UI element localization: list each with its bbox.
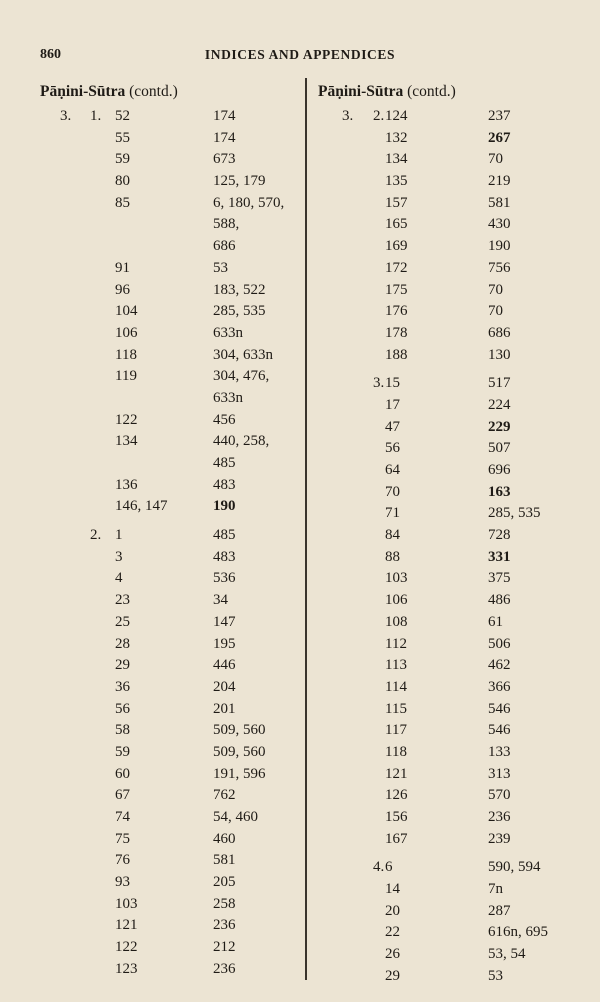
index-row — [40, 410, 302, 432]
page-references: 460 — [213, 830, 236, 847]
sutra-number: 6 — [385, 859, 393, 876]
index-row — [40, 829, 302, 851]
index-row — [318, 944, 580, 966]
index-row — [318, 503, 580, 525]
left-index-column — [40, 82, 302, 981]
sutra-number: 103 — [115, 895, 138, 912]
sutra-number: 56 — [385, 440, 400, 457]
sutra-number: 167 — [385, 830, 408, 847]
index-row — [40, 612, 302, 634]
page-references: 633n — [213, 324, 243, 341]
index-row — [40, 106, 302, 128]
page-references: 6, 180, 570, — [213, 194, 285, 211]
sutra-number: 76 — [115, 852, 130, 869]
page-references: 616n, 695 — [488, 924, 548, 941]
page-references: 174 — [213, 129, 236, 146]
left-column-title-suffix: (contd.) — [129, 83, 178, 100]
right-column-title-suffix: (contd.) — [407, 83, 456, 100]
sutra-number: 135 — [385, 173, 408, 190]
page-references: 53 — [488, 967, 503, 984]
index-row — [318, 460, 580, 482]
index-row — [318, 612, 580, 634]
page-references: 191, 596 — [213, 765, 266, 782]
page-references: 61 — [488, 613, 503, 630]
sutra-number: 56 — [115, 700, 130, 717]
page-references: 536 — [213, 570, 236, 587]
page-references: 236 — [213, 917, 236, 934]
sutra-number: 132 — [385, 129, 408, 146]
sutra-number: 20 — [385, 902, 400, 919]
page-references: 130 — [488, 346, 511, 363]
page-references: 258 — [213, 895, 236, 912]
index-row — [40, 568, 302, 590]
sutra-number: 123 — [115, 960, 138, 977]
column-divider — [305, 78, 307, 980]
sutra-number: 25 — [115, 613, 130, 630]
page-references: 53 — [213, 259, 228, 276]
sutra-number: 136 — [115, 476, 138, 493]
sutra-number: 75 — [115, 830, 130, 847]
index-row — [40, 525, 302, 547]
page-references: 506 — [488, 635, 511, 652]
sutra-number: 93 — [115, 874, 130, 891]
index-row — [40, 677, 302, 699]
index-row — [318, 395, 580, 417]
sutra-number: 121 — [385, 765, 408, 782]
sutra-number: 126 — [385, 787, 408, 804]
index-row — [40, 323, 302, 345]
index-row — [40, 345, 302, 367]
index-row — [318, 482, 580, 504]
page-references: 507 — [488, 440, 511, 457]
sutra-number: 1 — [115, 527, 123, 544]
index-row — [40, 742, 302, 764]
page-references: 633n — [213, 389, 243, 406]
page-references: 509, 560 — [213, 743, 266, 760]
sutra-number: 47 — [385, 418, 400, 435]
index-row — [40, 547, 302, 569]
index-row — [318, 829, 580, 851]
sutra-number: 28 — [115, 635, 130, 652]
index-row — [318, 438, 580, 460]
right-column-title-text: Pāṇini-Sūtra — [318, 83, 404, 100]
page-references: 285, 535 — [488, 505, 541, 522]
pada-number: 4. — [373, 859, 385, 876]
page-references: 287 — [488, 902, 511, 919]
index-row — [40, 720, 302, 742]
index-row — [318, 699, 580, 721]
index-row — [40, 171, 302, 193]
page-references: 224 — [488, 396, 511, 413]
page-references: 34 — [213, 592, 228, 609]
page-references: 762 — [213, 787, 236, 804]
sutra-number: 3 — [115, 548, 123, 565]
page-references: 673 — [213, 151, 236, 168]
sutra-number: 29 — [115, 657, 130, 674]
page-references: 331 — [488, 548, 511, 565]
page-references: 546 — [488, 700, 511, 717]
page-references: 304, 476, — [213, 368, 270, 385]
sutra-number: 146, 147 — [115, 498, 168, 515]
index-row — [318, 373, 580, 395]
page-references: 54, 460 — [213, 809, 258, 825]
sutra-number: 172 — [385, 259, 408, 276]
page-references: 70 — [488, 281, 503, 298]
page-references: 70 — [488, 151, 503, 168]
pada-number: 3. — [373, 375, 385, 392]
sutra-number: 71 — [385, 505, 400, 522]
sutra-number: 112 — [385, 635, 407, 652]
page-references: 267 — [488, 129, 511, 146]
sutra-number: 52 — [115, 108, 130, 124]
right-index-column — [318, 82, 580, 988]
page-references: 147 — [213, 613, 236, 630]
index-row — [318, 323, 580, 345]
sutra-number: 36 — [115, 678, 130, 695]
index-row — [40, 193, 302, 215]
page-references: 205 — [213, 874, 236, 891]
index-row — [318, 590, 580, 612]
index-row — [40, 850, 302, 872]
page-references: 236 — [213, 960, 236, 977]
adhyaya-number: 3. — [342, 108, 354, 124]
sutra-number: 84 — [385, 527, 400, 544]
index-row — [40, 937, 302, 959]
page-references: 70 — [488, 303, 503, 320]
sutra-number: 88 — [385, 548, 400, 565]
sutra-number: 67 — [115, 787, 130, 804]
index-row — [318, 922, 580, 944]
index-row — [318, 568, 580, 590]
index-row — [318, 785, 580, 807]
left-index-rows — [40, 106, 302, 981]
sutra-number: 103 — [385, 570, 408, 587]
page-references: 195 — [213, 635, 236, 652]
index-row — [40, 764, 302, 786]
index-row — [318, 901, 580, 923]
page-references: 133 — [488, 743, 511, 760]
sutra-number: 118 — [115, 346, 137, 363]
sutra-number: 23 — [115, 592, 130, 609]
page-references: 212 — [213, 939, 236, 956]
sutra-number: 117 — [385, 722, 407, 739]
index-row — [40, 453, 302, 475]
page-references: 375 — [488, 570, 511, 587]
index-row — [40, 807, 302, 829]
right-column-title — [318, 82, 580, 102]
index-row — [40, 590, 302, 612]
page-references: 190 — [213, 498, 236, 515]
index-row — [40, 431, 302, 453]
page-references: 7n — [488, 881, 503, 898]
page-references: 304, 633n — [213, 346, 273, 363]
index-row — [318, 193, 580, 215]
index-row — [318, 966, 580, 988]
sutra-number: 165 — [385, 216, 408, 233]
index-row — [318, 106, 580, 128]
page-references: 546 — [488, 722, 511, 739]
index-row — [318, 280, 580, 302]
page-references: 456 — [213, 411, 236, 428]
sutra-number: 91 — [115, 259, 130, 276]
pada-number: 2. — [373, 108, 385, 124]
page-references: 581 — [488, 194, 511, 211]
page-references: 239 — [488, 830, 511, 847]
sutra-number: 74 — [115, 809, 130, 825]
sutra-number: 157 — [385, 194, 408, 211]
page-references: 581 — [213, 852, 236, 869]
page-references: 570 — [488, 787, 511, 804]
sutra-number: 134 — [385, 151, 408, 168]
page-references: 285, 535 — [213, 303, 266, 320]
index-row — [40, 785, 302, 807]
pada-number: 2. — [90, 527, 102, 544]
index-row — [318, 345, 580, 367]
index-row — [40, 959, 302, 981]
index-row — [318, 301, 580, 323]
sutra-number: 104 — [115, 303, 138, 320]
left-column-title — [40, 82, 302, 102]
index-row — [318, 677, 580, 699]
page-references: 53, 54 — [488, 946, 526, 963]
index-row — [40, 366, 302, 388]
left-column-title-text: Pāṇini-Sūtra — [40, 83, 126, 100]
sutra-number: 59 — [115, 743, 130, 760]
page-references: 485 — [213, 455, 236, 471]
page-references: 446 — [213, 657, 236, 674]
page-references: 696 — [488, 462, 511, 478]
sutra-number: 176 — [385, 303, 408, 320]
index-row — [40, 894, 302, 916]
page-references: 201 — [213, 700, 236, 717]
page-number: 860 — [40, 47, 61, 62]
sutra-number: 119 — [115, 368, 137, 385]
right-index-rows — [318, 106, 580, 988]
sutra-number: 55 — [115, 129, 130, 146]
sutra-number: 14 — [385, 881, 400, 898]
index-row — [40, 258, 302, 280]
index-row — [318, 634, 580, 656]
sutra-number: 113 — [385, 657, 407, 674]
sutra-number: 59 — [115, 151, 130, 168]
page-references: 509, 560 — [213, 722, 266, 739]
sutra-number: 85 — [115, 194, 130, 211]
page-references: 174 — [213, 108, 236, 124]
index-row — [318, 236, 580, 258]
index-row — [40, 301, 302, 323]
index-row — [318, 214, 580, 236]
page-references: 686 — [213, 238, 236, 255]
sutra-number: 70 — [385, 483, 400, 500]
sutra-number: 96 — [115, 281, 130, 298]
sutra-number: 156 — [385, 809, 408, 825]
page-references: 237 — [488, 108, 511, 124]
page-references: 517 — [488, 375, 511, 392]
index-row — [40, 280, 302, 302]
index-row — [40, 872, 302, 894]
sutra-number: 80 — [115, 173, 130, 190]
page-references: 483 — [213, 548, 236, 565]
sutra-number: 64 — [385, 462, 400, 478]
sutra-number: 175 — [385, 281, 408, 298]
index-row — [40, 128, 302, 150]
page-references: 190 — [488, 238, 511, 255]
index-row — [318, 807, 580, 829]
page-references: 462 — [488, 657, 511, 674]
page-references: 483 — [213, 476, 236, 493]
index-row — [40, 475, 302, 497]
page-references: 686 — [488, 324, 511, 341]
sutra-number: 4 — [115, 570, 123, 587]
page-references: 728 — [488, 527, 511, 544]
index-row — [318, 547, 580, 569]
sutra-number: 188 — [385, 346, 408, 363]
index-row — [318, 525, 580, 547]
index-row — [40, 236, 302, 258]
sutra-number: 29 — [385, 967, 400, 984]
index-row — [318, 764, 580, 786]
index-row — [40, 699, 302, 721]
page-references: 485 — [213, 527, 236, 544]
index-row — [318, 258, 580, 280]
sutra-number: 106 — [385, 592, 408, 609]
index-row — [318, 149, 580, 171]
sutra-number: 60 — [115, 765, 130, 782]
sutra-number: 121 — [115, 917, 138, 934]
index-row — [318, 720, 580, 742]
sutra-number: 22 — [385, 924, 400, 941]
page-references: 163 — [488, 483, 511, 500]
page-references: 486 — [488, 592, 511, 609]
page-references: 440, 258, — [213, 433, 270, 450]
page-references: 588, — [213, 216, 240, 233]
index-row — [318, 879, 580, 901]
index-row — [318, 655, 580, 677]
page-references: 204 — [213, 678, 236, 695]
sutra-number: 114 — [385, 678, 407, 695]
sutra-number: 17 — [385, 396, 400, 413]
sutra-number: 169 — [385, 238, 408, 255]
page-references: 756 — [488, 259, 511, 276]
page-references: 236 — [488, 809, 511, 825]
sutra-number: 15 — [385, 375, 400, 392]
sutra-number: 108 — [385, 613, 408, 630]
adhyaya-number: 3. — [60, 108, 72, 124]
pada-number: 1. — [90, 108, 102, 124]
page-references: 430 — [488, 216, 511, 233]
index-row — [318, 417, 580, 439]
index-row — [40, 388, 302, 410]
page-references: 313 — [488, 765, 511, 782]
index-row — [318, 857, 580, 879]
sutra-number: 106 — [115, 324, 138, 341]
sutra-number: 118 — [385, 743, 407, 760]
index-row — [40, 634, 302, 656]
page-references: 183, 522 — [213, 281, 266, 298]
index-row — [40, 915, 302, 937]
page-references: 229 — [488, 418, 511, 435]
sutra-number: 122 — [115, 939, 138, 956]
sutra-number: 124 — [385, 108, 408, 124]
index-row — [318, 742, 580, 764]
page-references: 590, 594 — [488, 859, 541, 876]
sutra-number: 115 — [385, 700, 407, 717]
page-references: 219 — [488, 173, 511, 190]
index-row — [40, 496, 302, 518]
page-references: 125, 179 — [213, 173, 266, 190]
index-row — [40, 149, 302, 171]
sutra-number: 134 — [115, 433, 138, 450]
index-row — [40, 655, 302, 677]
page-references: 366 — [488, 678, 511, 695]
sutra-number: 58 — [115, 722, 130, 739]
index-row — [318, 128, 580, 150]
sutra-number: 122 — [115, 411, 138, 428]
sutra-number: 26 — [385, 946, 400, 963]
index-row — [40, 214, 302, 236]
sutra-number: 178 — [385, 324, 408, 341]
running-title: INDICES AND APPENDICES — [204, 47, 396, 62]
index-row — [318, 171, 580, 193]
